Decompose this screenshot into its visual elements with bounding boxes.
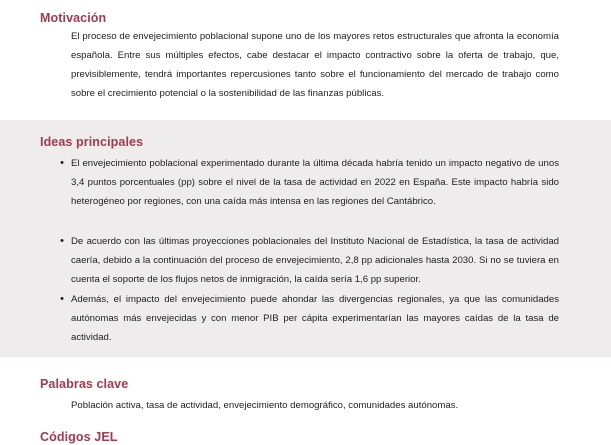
palabras-clave-text: Población activa, tasa de actividad, envejecimiento demográfico, comunidades autónomas. (71, 400, 459, 411)
palabras-clave-heading: Palabras clave (40, 377, 129, 391)
ideas-principales-heading: Ideas principales (40, 135, 144, 149)
bullet-icon: • (60, 235, 64, 247)
idea-text: De acuerdo con las últimas proyecciones poblacionales del Instituto Nacional de Estadística, la tasa de actividad caería, debido a la continuación del proceso de envejecimiento, 2,8 pp adicionales hasta 2030. Si no se tuviera en cuenta el soporte de los flujos netos de inmigración, la caída sería 1,6 pp superior. (71, 236, 559, 285)
bullet-icon: • (60, 293, 64, 305)
motivacion-section (0, 0, 611, 120)
motivacion-text: El proceso de envejecimiento poblacional supone uno de los mayores retos estructurales que afronta la economía española. Entre sus múltiples efectos, cabe destacar el impacto contractivo sobre la oferta de trabajo, que, previsiblemente, tendrá importantes repercusiones tanto sobre el funcionamiento del mercado de trabajo como sobre el crecimiento potencial o la sostenibilidad de las finanzas públicas. (71, 31, 559, 99)
palabras-clave-section (0, 357, 611, 427)
ideas-principales-section (0, 120, 611, 357)
motivacion-heading: Motivación (40, 11, 107, 25)
idea-text: El envejecimiento poblacional experimentado durante la última década habría tenido un impacto negativo de unos 3,4 puntos porcentuales (pp) sobre el nivel de la tasa de actividad en 2022 en España. Este impacto habría sido heterogéneo por regiones, con una caída más intensa en las regiones del Cantábrico. (71, 158, 559, 207)
idea-list-item (60, 232, 559, 289)
idea-text: Además, el impacto del envejecimiento puede ahondar las divergencias regionales, ya que las comunidades autónomas más envejecidas y con menor PIB per cápita experimentarían las mayores caídas de la tasa de actividad. (71, 294, 559, 343)
idea-list-item (60, 290, 559, 347)
codigos-jel-section (0, 427, 611, 445)
bullet-icon: • (60, 157, 64, 169)
idea-list-item (60, 154, 559, 211)
codigos-jel-heading: Códigos JEL (40, 430, 118, 444)
